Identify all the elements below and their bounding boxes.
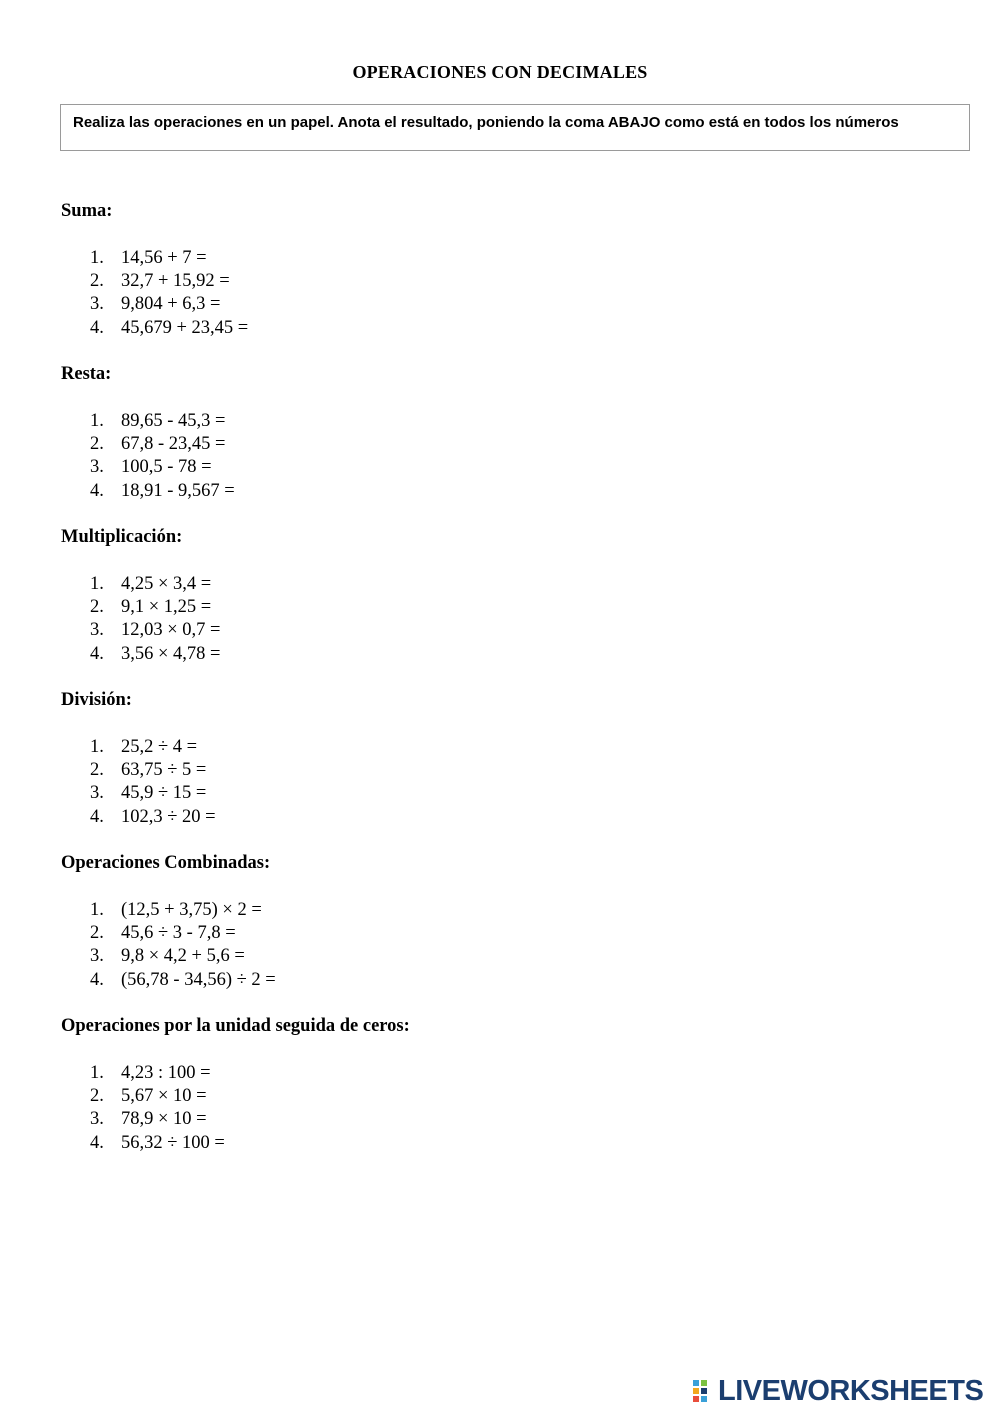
operation-text: 56,32 ÷ 100 =	[121, 1132, 225, 1153]
list-item: 4. (56,78 - 34,56) ÷ 2 =	[90, 969, 276, 990]
operation-text: 100,5 - 78 =	[121, 457, 212, 478]
operation-text: 4,25 × 3,4 =	[121, 574, 212, 594]
list-item: 3. 45,9 ÷ 15 =	[90, 783, 207, 804]
list-item: 2. 32,7 + 15,92 =	[90, 271, 230, 292]
list-item: 4. 56,32 ÷ 100 =	[90, 1132, 225, 1153]
liveworksheets-logo	[693, 1374, 983, 1408]
page-title: OPERACIONES CON DECIMALES	[352, 62, 648, 82]
operation-text: (12,5 + 3,75) × 2 =	[121, 900, 262, 920]
list-item: 4. 102,3 ÷ 20 =	[90, 806, 216, 827]
operation-text: 5,67 × 10 =	[121, 1086, 207, 1107]
list-item: 3. 78,9 × 10 =	[90, 1109, 207, 1130]
list-item: 2. 9,1 × 1,25 =	[90, 597, 212, 618]
list-item: 3. 9,8 × 4,2 + 5,6 =	[90, 946, 245, 967]
operation-text: 78,9 × 10 =	[121, 1109, 207, 1130]
section-heading-combinadas: Operaciones Combinadas:	[61, 853, 271, 873]
list-item: 3. 9,804 + 6,3 =	[90, 294, 221, 315]
operation-text: 9,8 × 4,2 + 5,6 =	[121, 946, 245, 967]
operation-text: 18,91 - 9,567 =	[121, 480, 235, 501]
operation-text: 102,3 ÷ 20 =	[121, 806, 216, 827]
instructions-text: Realiza las operaciones en un papel. Anota el resultado, poniendo la coma ABAJO como está en todos los números	[73, 114, 899, 131]
list-item: 1. 25,2 ÷ 4 =	[90, 737, 198, 757]
section-heading-unidad-ceros: Operaciones por la unidad seguida de ceros:	[61, 1016, 410, 1036]
section-heading-multiplicacion: Multiplicación:	[61, 527, 183, 547]
list-item: 2. 45,6 ÷ 3 - 7,8 =	[90, 923, 236, 944]
section-heading-division: División:	[61, 690, 132, 710]
logo-text: LIVEWORKSHEETS	[718, 1374, 984, 1407]
operation-text: 45,9 ÷ 15 =	[121, 783, 207, 804]
list-item: 3. 100,5 - 78 =	[90, 457, 212, 478]
operation-text: 3,56 × 4,78 =	[121, 643, 221, 664]
operation-text: 25,2 ÷ 4 =	[121, 737, 198, 757]
operation-text: (56,78 - 34,56) ÷ 2 =	[121, 969, 276, 990]
operation-text: 9,804 + 6,3 =	[121, 294, 221, 315]
operation-text: 63,75 ÷ 5 =	[121, 760, 207, 781]
list-item: 4. 3,56 × 4,78 =	[90, 643, 221, 664]
list-item: 4. 18,91 - 9,567 =	[90, 480, 235, 501]
list-item: 1. 4,25 × 3,4 =	[90, 574, 212, 594]
list-item: 1. 14,56 + 7 =	[90, 248, 207, 268]
list-resta	[90, 410, 235, 503]
list-division	[90, 736, 216, 829]
section-heading-resta: Resta:	[61, 364, 112, 384]
operation-text: 45,6 ÷ 3 - 7,8 =	[121, 923, 236, 944]
operation-text: 12,03 × 0,7 =	[121, 620, 221, 641]
instructions-box	[60, 104, 970, 151]
list-item: 1. 4,23 : 100 =	[90, 1063, 211, 1083]
list-multiplicacion	[90, 573, 221, 666]
operation-text: 67,8 - 23,45 =	[121, 434, 226, 455]
list-suma	[90, 247, 248, 340]
operation-text: 9,1 × 1,25 =	[121, 597, 212, 618]
list-item: 2. 63,75 ÷ 5 =	[90, 760, 207, 781]
operation-text: 32,7 + 15,92 =	[121, 271, 230, 292]
operation-text: 89,65 - 45,3 =	[121, 411, 226, 431]
operation-text: 14,56 + 7 =	[121, 248, 207, 268]
liveworksheets-logo-icon	[693, 1380, 715, 1402]
operation-text: 4,23 : 100 =	[121, 1063, 211, 1083]
list-item: 3. 12,03 × 0,7 =	[90, 620, 221, 641]
section-heading-suma: Suma:	[61, 201, 113, 221]
list-combinadas	[90, 899, 276, 992]
list-item: 2. 67,8 - 23,45 =	[90, 434, 226, 455]
list-unidad-ceros	[90, 1062, 225, 1155]
list-item: 1. (12,5 + 3,75) × 2 =	[90, 900, 262, 920]
list-item: 4. 45,679 + 23,45 =	[90, 317, 249, 338]
operation-text: 45,679 + 23,45 =	[121, 317, 249, 338]
list-item: 2. 5,67 × 10 =	[90, 1086, 207, 1107]
list-item: 1. 89,65 - 45,3 =	[90, 411, 226, 431]
